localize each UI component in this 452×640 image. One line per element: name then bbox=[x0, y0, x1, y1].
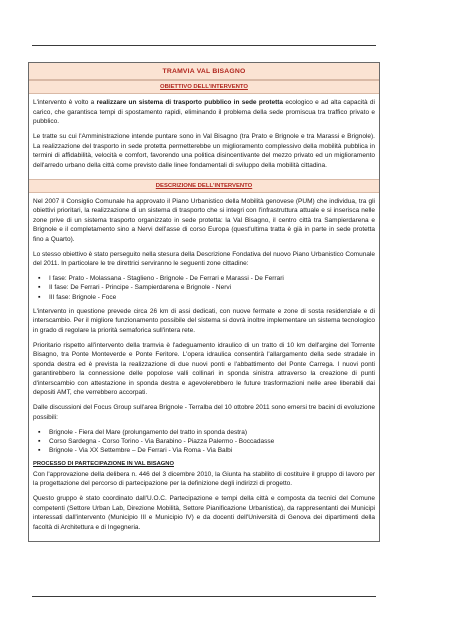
list-item: ▪ I fase: Prato - Molassana - Staglieno - Brignole - De Ferrari e Marassi - De Ferrari bbox=[33, 274, 375, 283]
paragraph-focus-group: Dalle discussioni del Focus Group sull'area Brignole - Terralba del 10 ottobre 2011 sono emersi tre bacini di evoluzione possibili: bbox=[33, 404, 375, 421]
header-rule bbox=[32, 45, 376, 46]
description-body bbox=[29, 193, 379, 541]
paragraph-routes: Le tratte su cui l'Amministrazione intende puntare sono in Val Bisagno (tra Prato e Brignole e tra Marassi e Brignole). La realizzazione del trasporto in sede protetta permetterebbe un miglioramento complessivo della mobilità pubblica in termini di affidabilità, velocità e comfort, favorendo una politica disincentivante del mezzo privato ed un miglioramento dell'arredo urbano della città come previsto dalle linee fondamentali di sviluppo della mobilità cittadina. bbox=[33, 133, 375, 169]
document-title: TRAMVIA VAL BISAGNO bbox=[29, 63, 379, 80]
bacini-list bbox=[33, 428, 375, 456]
paragraph-objective: L'intervento è volto a realizzare un sistema di trasporto pubblico in sede protetta ecologico e ad alta capacità di carico, che garantisca tempi di spostamento rapidi, eliminando il problema della sede promiscua tra traffico privato e pubblico. bbox=[33, 99, 375, 125]
paragraph-pum: Nel 2007 il Consiglio Comunale ha approvato il Piano Urbanistico della Mobilità genovese (PUM) che individua, tra gli obiettivi prioritari, la realizzazione di un sistema di trasporto che si integri con l'infrastruttura attuale e si inserisca nelle zone prive di un sistema trasporto organizzato in sede protetta: la Val Bisagno, il centro città tra Sampierdarena e Brignole e il completamento sino a Nervi dell'asse di corso Europa (quest'ultima tratta è già in parte in sede protetta fino a Quarto). bbox=[33, 197, 375, 243]
document-box bbox=[28, 62, 380, 542]
list-item: ▪ Brignole - Via XX Settembre – De Ferrari - Via Roma - Via Balbi bbox=[33, 446, 375, 455]
list-item: ▪ Brignole - Fiera del Mare (prolungamento del tratto in sponda destra) bbox=[33, 428, 375, 437]
list-item: ▪ II fase: De Ferrari - Principe - Sampierdarena e Brignole - Nervi bbox=[33, 283, 375, 292]
section-heading-participation: PROCESSO DI PARTECIPAZIONE IN VAL BISAGNO bbox=[33, 460, 174, 467]
phase-list bbox=[33, 274, 375, 302]
paragraph-puc: Lo stesso obiettivo è stato perseguito nella stesura della Descrizione Fondativa del nuovo Piano Urbanistico Comunale del 2011. In particolare le tre direttrici serviranno le seguenti zone cittadine: bbox=[33, 250, 375, 267]
paragraph-working-group: Questo gruppo è stato coordinato dall'U.O.C. Partecipazione e tempi della città e composta da tecnici del Comune competenti (Settore Urban Lab, Direzione Mobilità, Settore Pianificazione Urbanistica), da rappresentanti dei Municipi interessati dall'intervento (Municipio III e Municipio IV) e da docenti dell'Università di Genova dei dipartimenti della facoltà di Architettura e di Ingegneria. bbox=[33, 495, 375, 531]
paragraph-intervention: L'intervento in questione prevede circa 26 km di assi dedicati, con nuove fermate e zone di sosta residenziale e di interscambio. Per il migliore funzionamento possibile del sistema si dovrà inoltre implementare un sistema tecnologico in grado di regolare la priorità semaforica sull'intera rete. bbox=[33, 307, 375, 334]
objective-body bbox=[29, 94, 379, 179]
paragraph-delibera: Con l'approvazione della delibera n. 446 del 3 dicembre 2010, la Giunta ha stabilito di costituire il gruppo di lavoro per la progettazione del percorso di partecipazione per la definizione degli indirizzi di progetto. bbox=[33, 470, 375, 488]
list-item: ▪ Corso Sardegna - Corso Torino - Via Barabino - Piazza Palermo - Boccadasse bbox=[33, 437, 375, 446]
section-heading-objective: OBIETTIVO DELL'INTERVENTO bbox=[29, 80, 379, 94]
footer-rule bbox=[32, 596, 376, 597]
section-heading-description: DESCRIZIONE DELL'INTERVENTO bbox=[29, 179, 379, 193]
list-item: ▪ III fase: Brignole - Foce bbox=[33, 293, 375, 302]
paragraph-hydraulic: Prioritario rispetto all'intervento della tramvia è l'adeguamento idraulico di un tratto di 10 km dell'argine del Torrente Bisagno, tra Ponte Monteverde e Ponte Feritore. L'opera idraulica consentirà l'allargamento della sede stradale in sponda destra ed è prevista la realizzazione di due nuovi ponti e l'abbattimento del Ponte Carrega. I nuovi ponti garantirebbero la connessione delle popolose valli collinari in sponda sinistra attraverso la creazione di punti d'interscambio con attestazione in sponda destra e agevolerebbero le future trasformazioni nelle aree liberabili dai depositi AMT, che verrebbero accorpati. bbox=[33, 341, 375, 397]
